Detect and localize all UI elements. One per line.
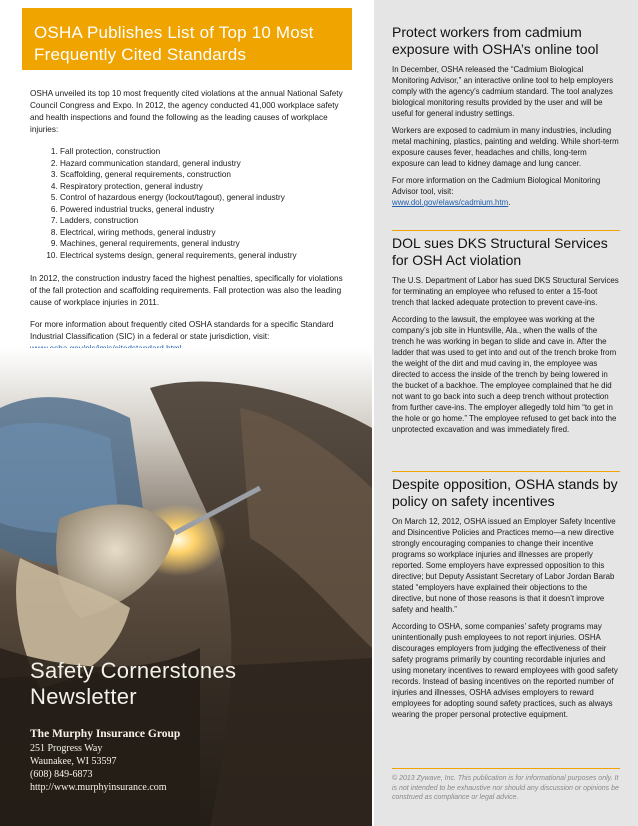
newsletter-masthead	[30, 658, 236, 710]
agency-name: The Murphy Insurance Group	[30, 728, 181, 740]
list-item: 8. Electrical, wiring methods, general industry	[60, 227, 350, 239]
masthead-subtitle: Newsletter	[30, 684, 137, 709]
article-cadmium-title: Protect workers from cadmium exposure with OSHA’s online tool	[392, 24, 599, 57]
list-item: 4. Respiratory protection, general industry	[60, 181, 350, 193]
agency-contact	[30, 726, 180, 794]
copyright-notice: © 2013 Zywave, Inc. This publication is for informational purposes only. It is not intended to be exhaustive nor should any discussion or opinions be construed as compliance or legal advice.	[392, 775, 619, 801]
section-divider	[392, 471, 620, 472]
agency-address-line2: Waunakee, WI 53597	[30, 756, 117, 767]
article-paragraph: The U.S. Department of Labor has sued DKS Structural Services for terminating an employee who refused to enter a 15-foot trench that lacked adequate protection to prevent cave-ins.	[392, 276, 619, 307]
list-item: 7. Ladders, construction	[60, 215, 350, 227]
penalties-paragraph: In 2012, the construction industry faced the highest penalties, specifically for violations of the fall protection and scaffolding requirements. Fall protection was also the leading cause of workplace injuries in 2011.	[30, 274, 343, 307]
article-incentives-title: Despite opposition, OSHA stands by policy on safety incentives	[392, 476, 618, 509]
article-paragraph: According to OSHA, some companies’ safety programs may unintentionally push employees to not report injuries. OSHA discourages employers from judging the effectiveness of their safety programs primarily by counting recordable injuries and using monetary incentives to reward employees with good safety records. Instead of basing incentives on the reported number of injuries and illnesses, OSHA advises employers to reward employees for adopting sound safety practices, such as always wearing the proper personal protective equipment.	[392, 622, 618, 719]
cadmium-tool-link[interactable]: www.dol.gov/elaws/cadmium.htm	[392, 198, 509, 207]
list-item: 3. Scaffolding, general requirements, construction	[60, 169, 350, 181]
agency-website: http://www.murphyinsurance.com	[30, 782, 167, 793]
list-item: 10. Electrical systems design, general requirements, general industry	[60, 250, 350, 262]
list-item: 9. Machines, general requirements, general industry	[60, 238, 350, 250]
article-dks-title: DOL sues DKS Structural Services for OSH Act violation	[392, 235, 608, 268]
section-divider	[392, 230, 620, 231]
intro-paragraph: OSHA unveiled its top 10 most frequently cited violations at the annual National Safety Council Congress and Expo. In 2012, the agency conducted 41,000 workplace safety and health inspections and found the following as the leading causes of workplace injuries:	[30, 89, 343, 134]
article-paragraph: According to the lawsuit, the employee was working at the company’s job site in Huntsville, Ala., when the walls of the trench he was working in began to slide and cave in. After the ladder that was used to get into and out of the trench broke from the weight of the dirt and mud caving in, the employee was directed to access the inside of the trench by being lowered in the bucket of a backhoe. The employee complained that he did not want to go back into such a deep trench without protection from further cave-ins. The employer allegedly told him “to get in the hole or go home.” The employee refused to get back into the unprotected excavation and was immediately fired.	[392, 315, 617, 434]
lead-article	[30, 88, 350, 365]
agency-phone: (608) 849-6873	[30, 769, 93, 780]
list-item: 6. Powered industrial trucks, general industry	[60, 204, 350, 216]
article-paragraph: For more information on the Cadmium Biological Monitoring Advisor tool, visit: www.dol.gov/elaws/cadmium.htm.	[392, 176, 601, 207]
masthead-title: Safety Cornerstones	[30, 658, 237, 683]
section-divider	[392, 768, 620, 769]
article-cadmium	[392, 24, 620, 214]
article-paragraph: In December, OSHA released the “Cadmium Biological Monitoring Advisor,” an interactive online tool to help employers comply with the agency’s cadmium standard. The tool analyzes biological monitoring results provided by the user and will be useful for general industry settings.	[392, 65, 614, 118]
article-dks	[392, 235, 620, 441]
headline-banner	[22, 8, 352, 70]
article-paragraph: On March 12, 2012, OSHA issued an Employer Safety Incentive and Disincentive Policies and Practices memo—a new directive strongly encouraging companies to change their incentive programs so workplace injuries and illnesses are properly reported. Some employers have expressed opposition to this directive; but Deputy Assistant Secretary of Labor Jordan Barab stated “employers have explained their objections to the directive, but none of those reasons is that it doesn’t improve safety and health.”	[392, 517, 616, 614]
list-item: 5. Control of hazardous energy (lockout/tagout), general industry	[60, 192, 350, 204]
list-item: 1. Fall protection, construction	[60, 146, 350, 158]
headline-title: OSHA Publishes List of Top 10 Most Frequently Cited Standards	[34, 23, 314, 64]
list-item: 2. Hazard communication standard, general industry	[60, 158, 350, 170]
article-incentives	[392, 476, 620, 726]
citation-list	[30, 146, 350, 261]
more-info-paragraph: For more information about frequently cited OSHA standards for a specific Standard Industrial Classification (SIC) in a federal or state jurisdiction, visit:	[30, 319, 350, 355]
right-sidebar	[374, 0, 638, 826]
agency-address-line1: 251 Progress Way	[30, 743, 103, 754]
article-paragraph: Workers are exposed to cadmium in many industries, including metal machining, plastics, painting and welding. While short-term exposure causes fever, headaches and chills, long-term exposure can lead to kidney damage and lung cancer.	[392, 126, 619, 168]
